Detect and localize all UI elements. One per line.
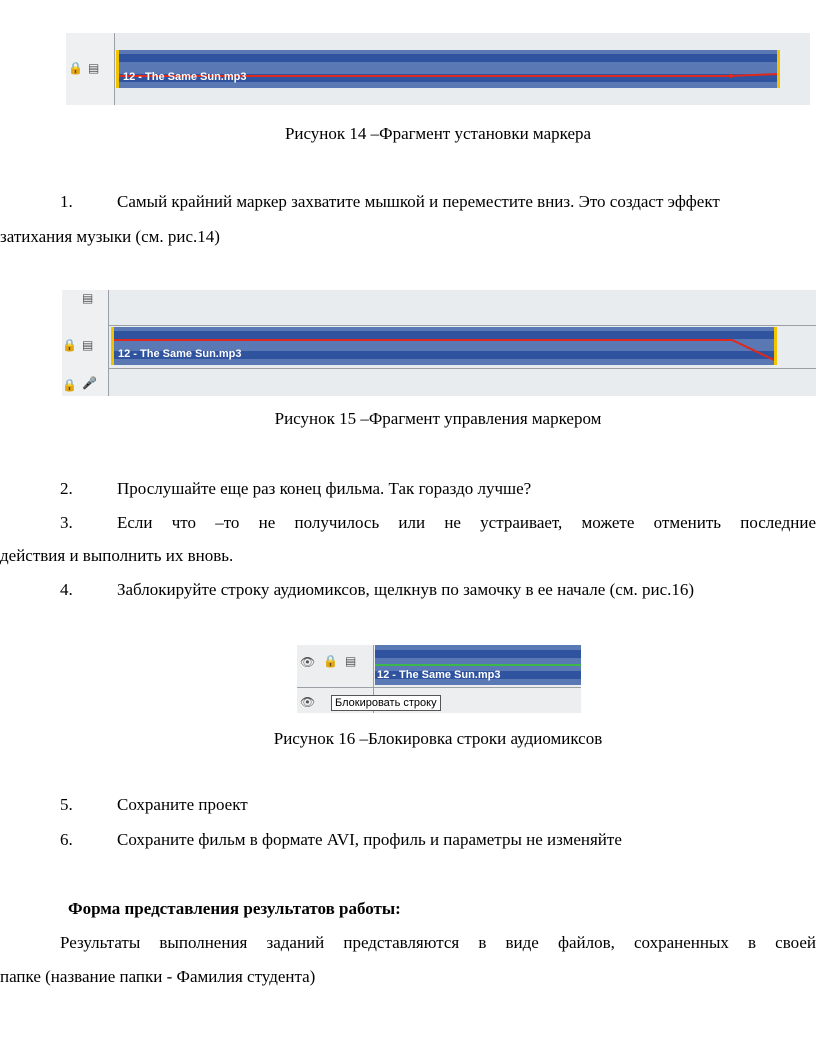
lock-tooltip: Блокировать строку xyxy=(331,695,441,711)
step-6-text: Сохраните фильм в формате AVI, профиль и параметры не изменяйте xyxy=(117,830,622,849)
film-icon[interactable]: ▤ xyxy=(345,654,357,668)
audio-clip[interactable] xyxy=(116,50,780,88)
results-text-line2: папке (название папки - Фамилия студента) xyxy=(0,967,316,986)
step-3-number: 3. xyxy=(60,513,73,532)
figure-14-caption: Рисунок 14 –Фрагмент установки маркера xyxy=(284,124,592,143)
clip-label: 12 - The Same Sun.mp3 xyxy=(377,669,501,681)
eye-icon[interactable]: 👁 xyxy=(300,695,316,709)
divider xyxy=(108,290,109,396)
step-6-number: 6. xyxy=(60,830,73,849)
microphone-icon[interactable]: 🎤 xyxy=(82,376,97,390)
step-2-number: 2. xyxy=(60,479,73,498)
divider xyxy=(108,368,816,369)
results-heading: Форма представления результатов работы: xyxy=(68,899,401,918)
figure-16-caption: Рисунок 16 –Блокировка строки аудиомиксов xyxy=(273,729,603,748)
lock-icon[interactable]: 🔒 xyxy=(323,654,338,668)
audio-clip[interactable] xyxy=(375,645,581,685)
divider xyxy=(114,33,115,105)
figure-15-screenshot xyxy=(62,290,816,396)
step-3-text-line1: Если что –то не получилось или не устраивает, можете отменить последние xyxy=(117,513,816,532)
eye-icon[interactable]: 👁 xyxy=(300,655,316,669)
step-5-text: Сохраните проект xyxy=(117,795,248,814)
step-1-text-line1: Самый крайний маркер захватите мышкой и переместите вниз. Это создаст эффект xyxy=(117,192,720,211)
lock-icon[interactable]: 🔒 xyxy=(68,61,83,75)
divider xyxy=(108,325,816,326)
step-1-text-line2: затихания музыки (см. рис.14) xyxy=(0,227,220,246)
film-icon[interactable]: ▤ xyxy=(88,61,100,75)
step-4-number: 4. xyxy=(60,580,73,599)
figure-14-screenshot xyxy=(66,33,810,105)
lock-icon[interactable]: 🔒 xyxy=(62,378,77,392)
film-icon[interactable]: ▤ xyxy=(82,338,94,352)
step-4-text: Заблокируйте строку аудиомиксов, щелкнув по замочку в ее начале (см. рис.16) xyxy=(117,580,695,599)
figure-16-screenshot xyxy=(297,645,581,713)
step-3-text-line2: действия и выполнить их вновь. xyxy=(0,546,234,565)
figure-15-caption: Рисунок 15 –Фрагмент управления маркером xyxy=(274,409,602,428)
results-text-line1: Результаты выполнения заданий представляются в виде файлов, сохраненных в своей xyxy=(60,933,816,952)
step-2-text: Прослушайте еще раз конец фильма. Так гораздо лучше? xyxy=(117,479,532,498)
lock-icon[interactable]: 🔒 xyxy=(62,338,77,352)
step-5-number: 5. xyxy=(60,795,73,814)
clip-label: 12 - The Same Sun.mp3 xyxy=(123,71,247,83)
step-1-number: 1. xyxy=(60,192,73,211)
audio-clip[interactable] xyxy=(111,327,777,365)
divider xyxy=(297,687,581,688)
film-icon[interactable]: ▤ xyxy=(82,291,94,305)
clip-label: 12 - The Same Sun.mp3 xyxy=(118,348,242,360)
